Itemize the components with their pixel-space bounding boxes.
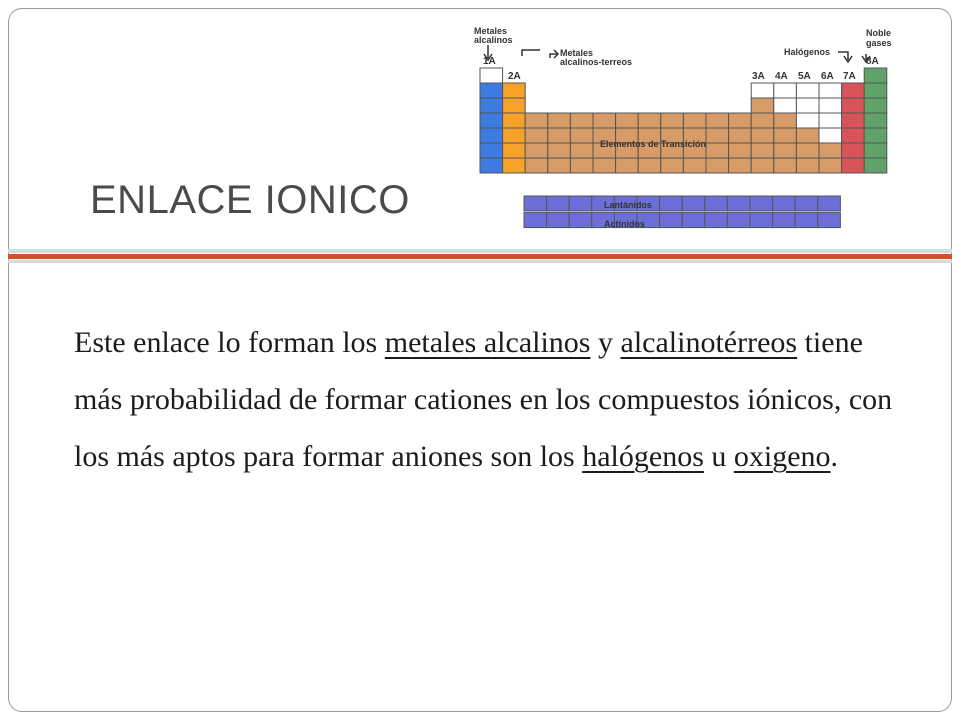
element-cell-transition — [570, 113, 593, 128]
element-cell-transition — [638, 113, 661, 128]
body-text-run: tiene más probabilidad de formar cationes en los compuestos iónicos, con los más aptos para formar aniones son los — [74, 326, 893, 473]
element-cell-f-block — [705, 213, 728, 228]
body-text-run: Este enlace lo forman los — [74, 326, 385, 359]
group-label-5a: 5A — [798, 71, 811, 82]
element-cell-f-block — [773, 196, 796, 211]
element-cell-transition — [706, 158, 729, 173]
element-cell-f-block — [682, 213, 705, 228]
element-cell-noble-gas — [864, 158, 887, 173]
element-cell-transition — [683, 113, 706, 128]
element-cell-p-block — [751, 98, 774, 113]
element-cell-transition — [593, 158, 616, 173]
element-cell-p-block — [796, 128, 819, 143]
element-cell-transition — [706, 143, 729, 158]
label-noble-1: Noble — [866, 28, 892, 38]
element-cell-transition — [548, 113, 571, 128]
element-cell-alkali — [480, 98, 503, 113]
element-cell-transition — [570, 128, 593, 143]
element-cell-transition — [548, 143, 571, 158]
element-cell-p-block — [774, 143, 797, 158]
underlined-term: metales alcalinos — [384, 326, 591, 359]
element-cell-f-block — [773, 213, 796, 228]
element-cell-f-block — [818, 196, 841, 211]
element-cell-f-block — [547, 196, 570, 211]
element-cell-noble-gas — [864, 83, 887, 98]
element-cell-f-block — [524, 213, 547, 228]
element-cell-alkaline-earth — [503, 113, 526, 128]
element-cell-transition — [525, 143, 548, 158]
element-cell-p-block — [819, 83, 842, 98]
body-paragraph — [74, 314, 894, 485]
slide-title: ENLACE IONICO — [90, 178, 410, 222]
body-text-run: u — [703, 440, 734, 473]
element-cell-f-block — [795, 196, 818, 211]
group-label-6a: 6A — [821, 71, 834, 82]
body-text-run: y — [590, 326, 621, 359]
element-cell-p-block — [796, 158, 819, 173]
element-cell-alkali — [480, 158, 503, 173]
underlined-term: halógenos — [582, 440, 704, 473]
element-cell-transition — [570, 143, 593, 158]
element-cell-p-block — [751, 128, 774, 143]
element-cell-p-block — [751, 143, 774, 158]
element-cell-transition — [616, 113, 639, 128]
element-cell-transition — [661, 113, 684, 128]
body-text-run: . — [830, 440, 839, 473]
element-cell-p-block — [819, 128, 842, 143]
element-cell-f-block — [569, 196, 592, 211]
element-cell-f-block — [569, 213, 592, 228]
element-cell-p-block — [819, 113, 842, 128]
element-cell-hydrogen — [480, 68, 503, 83]
group-label-2a: 2A — [508, 71, 521, 82]
group-label-8a: 8A — [866, 56, 879, 67]
element-cell-halogen — [842, 98, 865, 113]
divider-accent — [8, 254, 952, 259]
element-cell-transition — [525, 113, 548, 128]
element-cell-halogen — [842, 113, 865, 128]
element-cell-p-block — [751, 83, 774, 98]
element-cell-p-block — [819, 143, 842, 158]
element-cell-alkali — [480, 128, 503, 143]
label-halogens: Halógenos — [784, 47, 831, 57]
element-cell-transition — [525, 128, 548, 143]
element-cell-transition — [661, 158, 684, 173]
element-cell-p-block — [774, 98, 797, 113]
element-cell-noble-gas — [864, 68, 887, 83]
element-cell-transition — [706, 128, 729, 143]
element-cell-f-block — [547, 213, 570, 228]
element-cell-p-block — [796, 113, 819, 128]
group-label-3a: 3A — [752, 71, 765, 82]
element-cell-noble-gas — [864, 98, 887, 113]
periodic-table-image — [468, 22, 900, 242]
element-cell-transition — [570, 158, 593, 173]
element-cell-alkali — [480, 113, 503, 128]
label-alkaline-earth-1: Metales — [560, 48, 594, 58]
label-actinides: Actínidos — [604, 219, 646, 229]
element-cell-transition — [548, 158, 571, 173]
underlined-term: alcalinotérreos — [620, 326, 798, 359]
element-cell-p-block — [751, 158, 774, 173]
element-cell-transition — [729, 143, 752, 158]
element-cell-alkaline-earth — [503, 128, 526, 143]
element-cell-alkali — [480, 83, 503, 98]
element-cell-f-block — [795, 213, 818, 228]
element-cell-p-block — [774, 113, 797, 128]
element-cell-p-block — [774, 83, 797, 98]
label-alkali-1: Metales — [474, 26, 508, 36]
element-cell-f-block — [705, 196, 728, 211]
element-cell-alkaline-earth — [503, 158, 526, 173]
divider-bottom — [8, 260, 952, 263]
element-cell-f-block — [818, 213, 841, 228]
element-cell-p-block — [774, 128, 797, 143]
group-label-7a: 7A — [843, 71, 856, 82]
group-label-4a: 4A — [775, 71, 788, 82]
element-cell-p-block — [751, 113, 774, 128]
divider-top — [8, 249, 952, 253]
element-cell-halogen — [842, 128, 865, 143]
element-cell-transition — [638, 158, 661, 173]
element-cell-halogen — [842, 143, 865, 158]
group-label-1a: 1A — [483, 56, 496, 67]
element-cell-f-block — [727, 196, 750, 211]
element-cell-alkaline-earth — [503, 143, 526, 158]
element-cell-alkaline-earth — [503, 98, 526, 113]
element-cell-noble-gas — [864, 128, 887, 143]
element-cell-alkali — [480, 143, 503, 158]
element-cell-transition — [729, 113, 752, 128]
label-transition: Elementos de Transición — [600, 139, 707, 149]
element-cell-p-block — [774, 158, 797, 173]
element-cell-f-block — [727, 213, 750, 228]
element-cell-f-block — [660, 196, 683, 211]
element-cell-f-block — [750, 196, 773, 211]
element-cell-p-block — [796, 83, 819, 98]
element-cell-halogen — [842, 83, 865, 98]
element-cell-transition — [548, 128, 571, 143]
element-cell-noble-gas — [864, 143, 887, 158]
label-lanthanides: Lantánidos — [604, 200, 653, 210]
element-cell-transition — [525, 158, 548, 173]
element-cell-transition — [616, 158, 639, 173]
element-cell-p-block — [819, 158, 842, 173]
element-cell-f-block — [682, 196, 705, 211]
element-cell-transition — [706, 113, 729, 128]
element-cell-f-block — [750, 213, 773, 228]
element-cell-transition — [729, 158, 752, 173]
element-cell-f-block — [660, 213, 683, 228]
element-cell-p-block — [819, 98, 842, 113]
element-cell-halogen — [842, 158, 865, 173]
element-cell-transition — [593, 113, 616, 128]
element-cell-noble-gas — [864, 113, 887, 128]
element-cell-p-block — [796, 143, 819, 158]
label-alkali-2: alcalinos — [474, 35, 513, 45]
element-cell-alkaline-earth — [503, 83, 526, 98]
underlined-term: oxigeno — [733, 440, 831, 473]
element-cell-transition — [729, 128, 752, 143]
element-cell-p-block — [796, 98, 819, 113]
element-cell-transition — [683, 158, 706, 173]
label-alkaline-earth-2: alcalinos-terreos — [560, 57, 633, 67]
label-noble-2: gases — [866, 38, 892, 48]
element-cell-f-block — [524, 196, 547, 211]
